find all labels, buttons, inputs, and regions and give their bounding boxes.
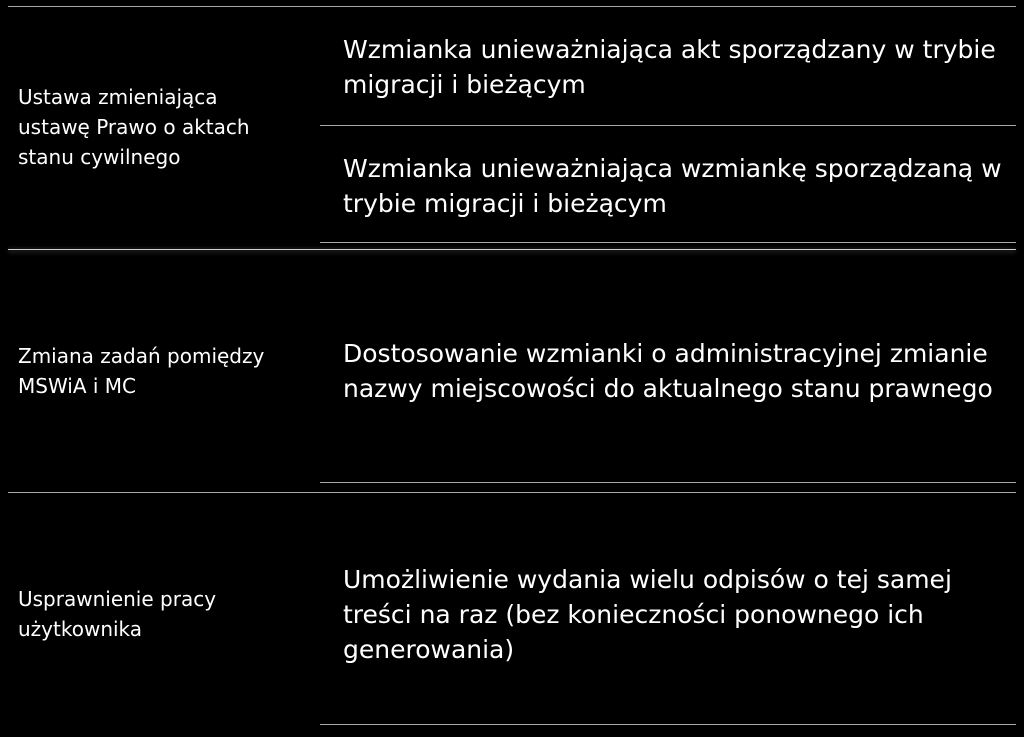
item-divider — [320, 724, 1016, 725]
item-divider — [320, 125, 1016, 126]
top-divider — [8, 6, 1016, 7]
item-divider — [320, 242, 1016, 243]
item-divider — [320, 482, 1016, 483]
category-label: Ustawa zmieniająca ustawę Prawo o aktach stanu cywilnego — [18, 85, 250, 169]
section-divider — [8, 492, 1016, 493]
change-item: Wzmianka unieważniająca wzmiankę sporządzaną w trybie migracji i bieżącym — [343, 154, 1002, 218]
category-label: Usprawnienie pracy użytkownika — [18, 587, 217, 641]
section-divider — [8, 249, 1016, 250]
change-item: Dostosowanie wzmianki o administracyjnej zmianie nazwy miejscowości do aktualnego stanu prawnego — [343, 339, 993, 403]
category-label: Zmiana zadań pomiędzy MSWiA i MC — [18, 344, 265, 398]
change-item: Umożliwienie wydania wielu odpisów o tej samej treści na raz (bez konieczności ponownego ich generowania) — [343, 565, 952, 664]
change-item: Wzmianka unieważniająca akt sporządzany w trybie migracji i bieżącym — [343, 35, 996, 99]
